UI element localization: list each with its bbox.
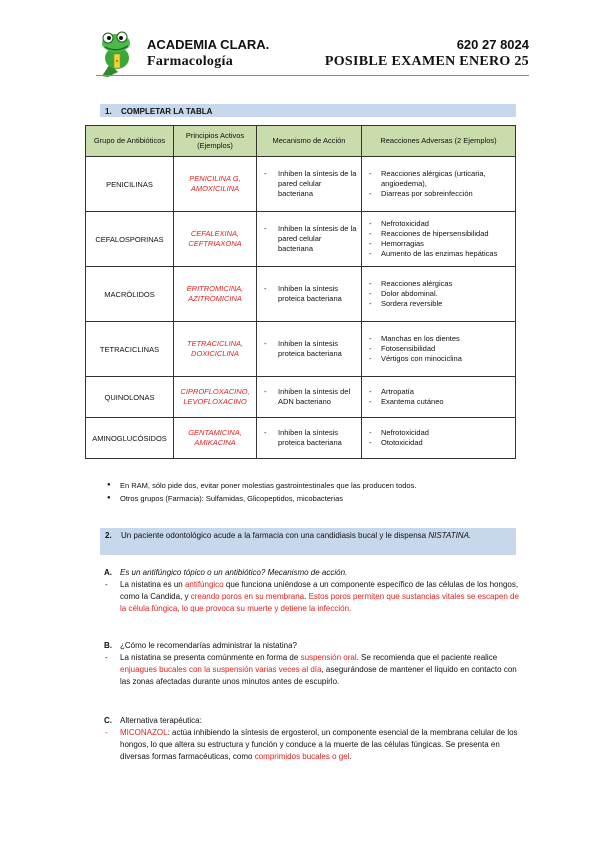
table-row	[86, 267, 516, 322]
header-left	[147, 37, 269, 71]
table-row	[86, 157, 516, 212]
actives-cell	[174, 377, 257, 418]
question-a-label: A.	[104, 568, 112, 577]
reaction-item: - Diarreas por sobreinfección	[365, 189, 512, 199]
table-row	[86, 322, 516, 377]
section-1-title: COMPLETAR LA TABLA	[121, 107, 213, 116]
subject-name: Farmacología	[147, 54, 234, 69]
active-item: AMIKACINA	[194, 438, 236, 447]
answer-highlight: comprimidos bucales o gel	[254, 752, 350, 761]
table-row	[86, 418, 516, 459]
actives-cell	[174, 418, 257, 459]
active-item: CIPROFLOXACINO,	[180, 387, 250, 396]
header-mechanism: Mecanismo de Acción	[257, 126, 362, 157]
group-cell: MACRÓLIDOS	[86, 267, 174, 322]
answer-highlight: creando poros en su membrana	[190, 592, 305, 601]
table-row	[86, 212, 516, 267]
question-b-text: ¿Cómo le recomendarías administrar la nistatina?	[120, 641, 297, 650]
section-2-text: Un paciente odontológico acude a la farmacia con una candidiasis bucal y le dispensa	[121, 531, 427, 540]
group-cell: AMINOGLUCÓSIDOS	[86, 418, 174, 459]
reactions-cell	[362, 267, 516, 322]
header-group: Grupo de Antibióticos	[86, 126, 174, 157]
mechanism-cell	[257, 418, 362, 459]
section-2-drug: NISTATINA.	[428, 531, 472, 540]
question-c-label: C.	[104, 716, 112, 725]
mechanism-cell	[257, 322, 362, 377]
reaction-item: - Nefrotoxicidad	[365, 219, 512, 229]
group-cell: TETRACICLINAS	[86, 322, 174, 377]
exam-title: POSIBLE EXAMEN ENERO 25	[324, 54, 529, 69]
actives-cell	[174, 322, 257, 377]
mechanism-cell	[257, 377, 362, 418]
phone-number: 620 27 8024	[456, 37, 529, 52]
mechanism-item: - Inhiben la síntesis de la pared celular bacteriana	[260, 224, 358, 254]
answer-text: , asegurándose de mantener el líquido en contacto con las zonas afectadas durante unos minutos antes de escupirlo.	[120, 665, 517, 686]
active-item: LEVOFLOXACINO	[183, 397, 247, 406]
section-2-heading	[100, 528, 516, 555]
active-item: TETRACICLINA,	[186, 339, 244, 348]
section-1-heading	[100, 104, 516, 117]
reaction-item: - Ototoxicidad	[365, 438, 512, 448]
table-row	[86, 377, 516, 418]
active-item: PENICILINA G,	[189, 174, 241, 183]
active-item: AMOXICILINA	[190, 184, 240, 193]
mechanism-item: - Inhiben la síntesis del ADN bacteriano	[260, 387, 358, 407]
note-item: ● Otros grupos (Farmacia): Sulfamidas, Glicopeptidos, micobacterias	[107, 492, 416, 505]
answer-highlight: Estos poros permiten que sustancias vitales se escapen de la célula fúngica, lo que provoca su muerte y detiene la infección.	[120, 592, 519, 613]
mechanism-item: - Inhiben la síntesis proteica bacteriana	[260, 339, 358, 359]
answer-text: . Se recomienda que el paciente realice	[356, 653, 498, 662]
antibiotics-table	[85, 125, 516, 459]
answer-text: .	[304, 592, 309, 601]
reaction-item: - Hemorragias	[365, 239, 512, 249]
reactions-cell	[362, 377, 516, 418]
answer-highlight: MICONAZOL	[120, 728, 168, 737]
answer-text: : actúa inhibiendo la síntesis de ergosterol, un componente esencial de la membrana celular de los hongos, lo que altera su estructura y función y conduce a la muerte de las células fúngicas. Se presenta en diversas formas farmacéuticas, como	[120, 728, 518, 761]
mechanism-item: - Inhiben la síntesis proteica bacteriana	[260, 284, 358, 304]
question-c-block	[104, 715, 520, 763]
reaction-item: - Vértigos con minociclina	[365, 354, 512, 364]
active-item: CEFTRIAXONA	[188, 239, 242, 248]
notes-list	[107, 479, 416, 505]
mechanism-cell	[257, 267, 362, 322]
question-b-block	[104, 640, 520, 688]
question-b-label: B.	[104, 641, 112, 650]
reaction-item: - Aumento de las enzimas hepáticas	[365, 249, 512, 259]
mechanism-cell	[257, 212, 362, 267]
active-item: ERITROMICINA,	[186, 284, 244, 293]
reactions-cell	[362, 418, 516, 459]
reaction-item: - Fotosensibilidad	[365, 344, 512, 354]
reactions-cell	[362, 212, 516, 267]
answer-b: - La nistatina se presenta comúnmente en forma de suspensión oral. Se recomienda que el paciente realice enjuagues bucales con la suspensión varias veces al día, asegurándose de mantener el líquido en contacto con las zonas afectadas durante unos minutos antes de escupirlo.	[105, 653, 517, 686]
reaction-item: - Manchas en los dientes	[365, 334, 512, 344]
mechanism-cell	[257, 157, 362, 212]
reaction-item: - Artropatía	[365, 387, 512, 397]
group-cell: PENICILINAS	[86, 157, 174, 212]
reaction-item: - Reacciones alérgicas	[365, 279, 512, 289]
header-reactions: Reacciones Adversas (2 Ejemplos)	[362, 126, 516, 157]
answer-text: La nistatina es un	[120, 580, 185, 589]
header-divider	[96, 75, 529, 76]
group-cell: CEFALOSPORINAS	[86, 212, 174, 267]
answer-text: que funciona uniéndose a un componente específico de las células de los hongos, como la Candida, y	[120, 580, 519, 601]
header-actives: Principios Activos (Ejemplos)	[174, 126, 257, 157]
question-a-block	[104, 567, 520, 615]
reaction-item: - Reacciones alérgicas (urticaria, angioedema),	[365, 169, 512, 189]
reaction-item: - Sordera reversible	[365, 299, 512, 309]
active-item: GENTAMICINA,	[188, 428, 242, 437]
answer-text: .	[349, 752, 352, 761]
active-item: CEFALEXINA,	[190, 229, 240, 238]
answer-highlight: suspensión oral	[300, 653, 357, 662]
actives-cell	[174, 267, 257, 322]
mechanism-item: - Inhiben la síntesis de la pared celular bacteriana	[260, 169, 358, 199]
answer-text: La nistatina se presenta comúnmente en forma de	[120, 653, 301, 662]
reactions-cell	[362, 157, 516, 212]
answer-a: - La nistatina es un antifúngico que funciona uniéndose a un componente específico de las células de los hongos, como la Candida, y creando poros en su membrana. Estos poros permiten que sustancias vitales se escapen de la célula fúngica, lo que provoca su muerte y detiene la infección.	[105, 580, 519, 613]
mechanism-item: - Inhiben la síntesis proteica bacteriana	[260, 428, 358, 448]
reaction-item: - Reacciones de hipersensibilidad	[365, 229, 512, 239]
frog-mascot-icon	[96, 30, 138, 78]
active-item: AZITROMICINA	[188, 294, 242, 303]
actives-cell	[174, 212, 257, 267]
question-c-text: Alternativa terapéutica:	[120, 716, 202, 725]
reactions-cell	[362, 322, 516, 377]
reaction-item: - Dolor abdominal.	[365, 289, 512, 299]
question-a-text: Es un antifúngico tópico o un antibiótico? Mecanismo de acción.	[120, 568, 348, 577]
academy-name: ACADEMIA CLARA.	[147, 37, 270, 52]
answer-highlight: enjuagues bucales con la suspensión varias veces al día	[120, 665, 322, 674]
actives-cell	[174, 157, 257, 212]
answer-highlight: antifúngico	[184, 580, 224, 589]
reaction-item: - Nefrotoxicidad	[365, 428, 512, 438]
group-cell: QUINOLONAS	[86, 377, 174, 418]
answer-c: - MICONAZOL: actúa inhibiendo la síntesis de ergosterol, un componente esencial de la membrana celular de los hongos, lo que altera su estructura y función y conduce a la muerte de las células fúngicas. Se presenta en diversas formas farmacéuticas, como comprimidos bucales o gel.	[105, 728, 518, 761]
section-1-number: 1.	[105, 107, 112, 116]
section-2-number: 2.	[105, 531, 112, 540]
reaction-item: - Exantema cutáneo	[365, 397, 512, 407]
active-item: DOXICICLINA	[191, 349, 239, 358]
table-header-row	[86, 126, 516, 157]
note-item: ● En RAM, sólo pide dos, evitar poner molestias gastrointestinales que las producen todos.	[107, 479, 416, 492]
header-right	[325, 37, 529, 71]
